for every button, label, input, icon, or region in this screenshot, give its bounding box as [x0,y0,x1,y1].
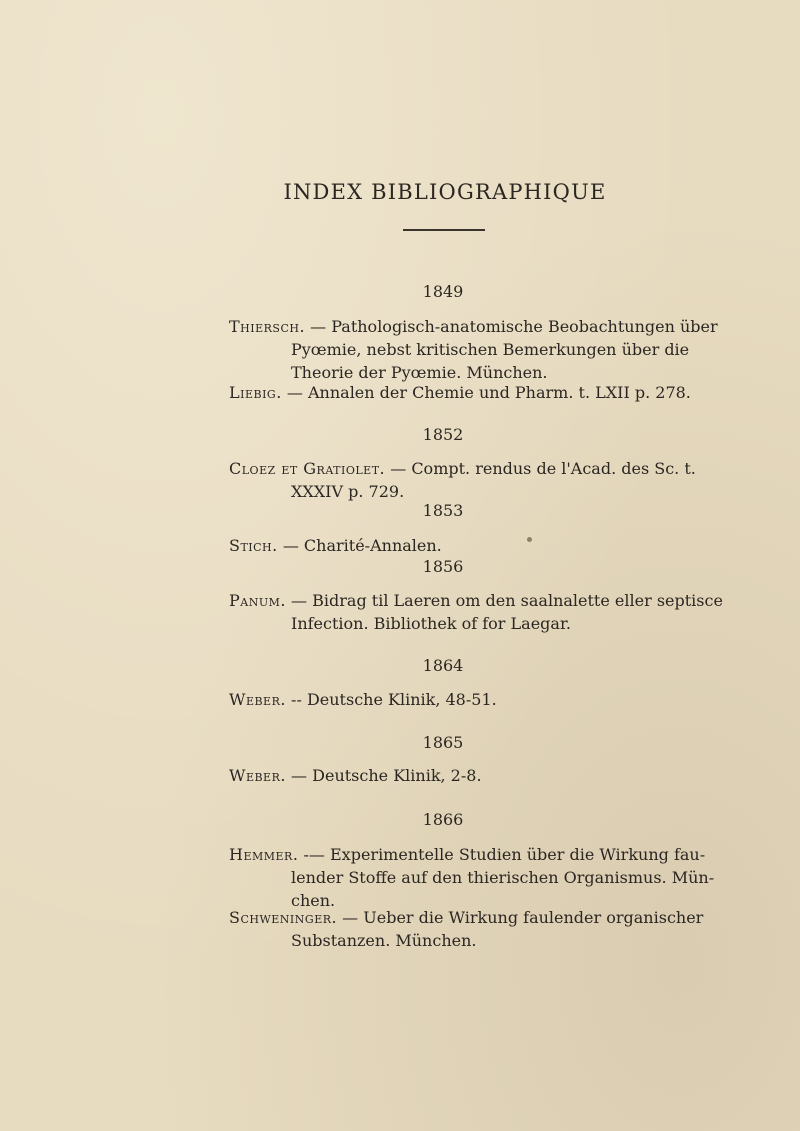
entry-text: — Ueber die Wirkung faulender organischer [337,908,704,927]
bibliography-entry-panum [229,589,723,635]
year-heading-1849: 1849 [422,282,464,301]
bibliography-entry-stich [229,534,669,557]
year-heading-1856: 1856 [422,557,464,576]
bibliography-entry-thiersch [229,315,718,384]
entry-text: — Annalen der Chemie und Pharm. t. LXII p. 278. [281,383,691,402]
entry-text: Theorie der Pyœmie. München. [291,363,548,382]
entry-author: Stich. [229,536,278,555]
entry-author: Cloez et Gratiolet. [229,459,386,478]
entry-author: Weber. [229,690,286,709]
entry-author: Weber. [229,766,286,785]
entry-author: Panum. [229,591,286,610]
year-heading-1864: 1864 [422,656,464,675]
ink-speck [527,537,532,542]
entry-text: -- Deutsche Klinik, 48-51. [285,690,497,709]
bibliography-entry-schweninger [229,906,704,952]
entry-text: lender Stoffe auf den thierischen Organismus. Mün- [291,868,715,887]
entry-author: Thiersch. [229,317,306,336]
entry-text: — Compt. rendus de l'Acad. des Sc. t. [385,459,696,478]
year-heading-1852: 1852 [422,425,464,444]
entry-text: — Pathologisch-anatomische Beobachtungen über [305,317,718,336]
entry-text: Infection. Bibliothek of for Laegar. [291,614,571,633]
page-title: INDEX BIBLIOGRAPHIQUE [283,180,607,204]
bibliography-entry-hemmer [229,843,715,912]
year-heading-1865: 1865 [422,733,464,752]
year-heading-1866: 1866 [422,810,464,829]
year-heading-1853: 1853 [422,501,464,520]
bibliography-entry-cloez-gratiolet [229,457,696,503]
entry-author: Hemmer. [229,845,299,864]
entry-text: Pyœmie, nebst kritischen Bemerkungen über die [291,340,690,359]
entry-author: Schweninger. [229,908,338,927]
bibliography-entry-liebig [229,381,691,404]
entry-text: -— Experimentelle Studien über die Wirkung fau- [298,845,706,864]
bibliography-entry-weber-1865 [229,764,669,787]
entry-text: — Bidrag til Laeren om den saalnalette eller septisce [285,591,723,610]
entry-text: chen. [291,891,336,910]
entry-text: Substanzen. München. [291,931,477,950]
title-divider [403,229,485,231]
entry-author: Liebig. [229,383,282,402]
entry-text: — Charité-Annalen. [277,536,442,555]
entry-text: XXXIV p. 729. [291,482,405,501]
bibliography-entry-weber-1864 [229,688,669,711]
entry-text: — Deutsche Klinik, 2-8. [285,766,482,785]
